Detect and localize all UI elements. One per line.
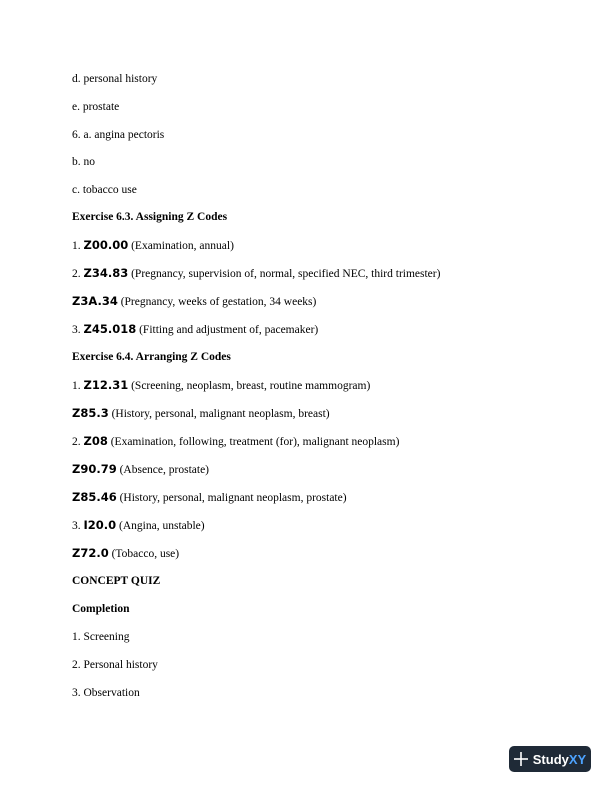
code-line	[72, 322, 318, 337]
icd-code: Z90.79	[72, 462, 117, 476]
code-description: (Pregnancy, supervision of, normal, specified NEC, third trimester)	[128, 268, 441, 280]
item-number: 1.	[72, 240, 84, 252]
section-heading: Exercise 6.4. Arranging Z Codes	[72, 351, 231, 363]
studyxy-logo[interactable]	[509, 746, 591, 772]
code-description: (Examination, annual)	[128, 240, 234, 252]
code-line	[72, 406, 330, 421]
code-line	[72, 434, 399, 449]
brand-name-xy: XY	[568, 751, 587, 767]
line-text: c. tobacco use	[72, 184, 137, 196]
answer-line	[72, 155, 95, 169]
code-line	[72, 518, 205, 533]
answer-line	[72, 658, 158, 672]
icd-code: Z00.00	[83, 238, 129, 252]
code-description: (Absence, prostate)	[116, 464, 209, 476]
code-line	[72, 378, 370, 393]
code-line	[72, 490, 347, 505]
code-line	[72, 294, 316, 309]
answer-line	[72, 686, 140, 700]
code-description: (Fitting and adjustment of, pacemaker)	[136, 324, 319, 336]
icd-code: Z34.83	[83, 266, 129, 280]
code-line	[72, 238, 234, 253]
item-number: 1.	[72, 380, 84, 392]
item-number: 2.	[72, 436, 84, 448]
code-description: (History, personal, malignant neoplasm, prostate)	[116, 492, 347, 504]
line-text: 1. Screening	[72, 631, 130, 643]
icd-code: Z12.31	[83, 378, 129, 392]
code-description: (Examination, following, treatment (for), malignant neoplasm)	[107, 436, 400, 448]
answer-line	[72, 630, 129, 644]
code-description: (Angina, unstable)	[116, 520, 205, 532]
item-number: 2.	[72, 268, 84, 280]
icd-code: I20.0	[83, 518, 117, 532]
code-description: (History, personal, malignant neoplasm, breast)	[108, 408, 330, 420]
code-line	[72, 462, 209, 477]
code-line	[72, 266, 440, 281]
line-text: 6. a. angina pectoris	[72, 129, 165, 141]
code-description: (Pregnancy, weeks of gestation, 34 weeks)	[117, 296, 317, 308]
line-text: 2. Personal history	[72, 659, 158, 671]
line-text: e. prostate	[72, 101, 120, 113]
plus-icon	[514, 752, 528, 766]
icd-code: Z3A.34	[72, 294, 118, 308]
code-description: (Tobacco, use)	[108, 548, 180, 560]
line-text: d. personal history	[72, 73, 158, 85]
icd-code: Z72.0	[72, 546, 109, 560]
line-text: 3. Observation	[72, 687, 140, 699]
icd-code: Z08	[83, 434, 108, 448]
answer-line	[72, 183, 137, 197]
icd-code: Z85.3	[72, 406, 109, 420]
line-text: b. no	[72, 156, 95, 168]
answer-line	[72, 100, 119, 114]
brand-name-study: Study	[532, 751, 569, 767]
section-heading: Completion	[72, 603, 130, 615]
code-line	[72, 546, 179, 561]
section-heading: Exercise 6.3. Assigning Z Codes	[72, 211, 228, 223]
icd-code: Z85.46	[72, 490, 117, 504]
item-number: 3.	[72, 520, 84, 532]
answer-line	[72, 128, 164, 142]
answer-line	[72, 72, 157, 86]
section-heading: CONCEPT QUIZ	[72, 575, 161, 587]
code-description: (Screening, neoplasm, breast, routine mammogram)	[128, 380, 371, 392]
icd-code: Z45.018	[83, 322, 137, 336]
item-number: 3.	[72, 324, 84, 336]
